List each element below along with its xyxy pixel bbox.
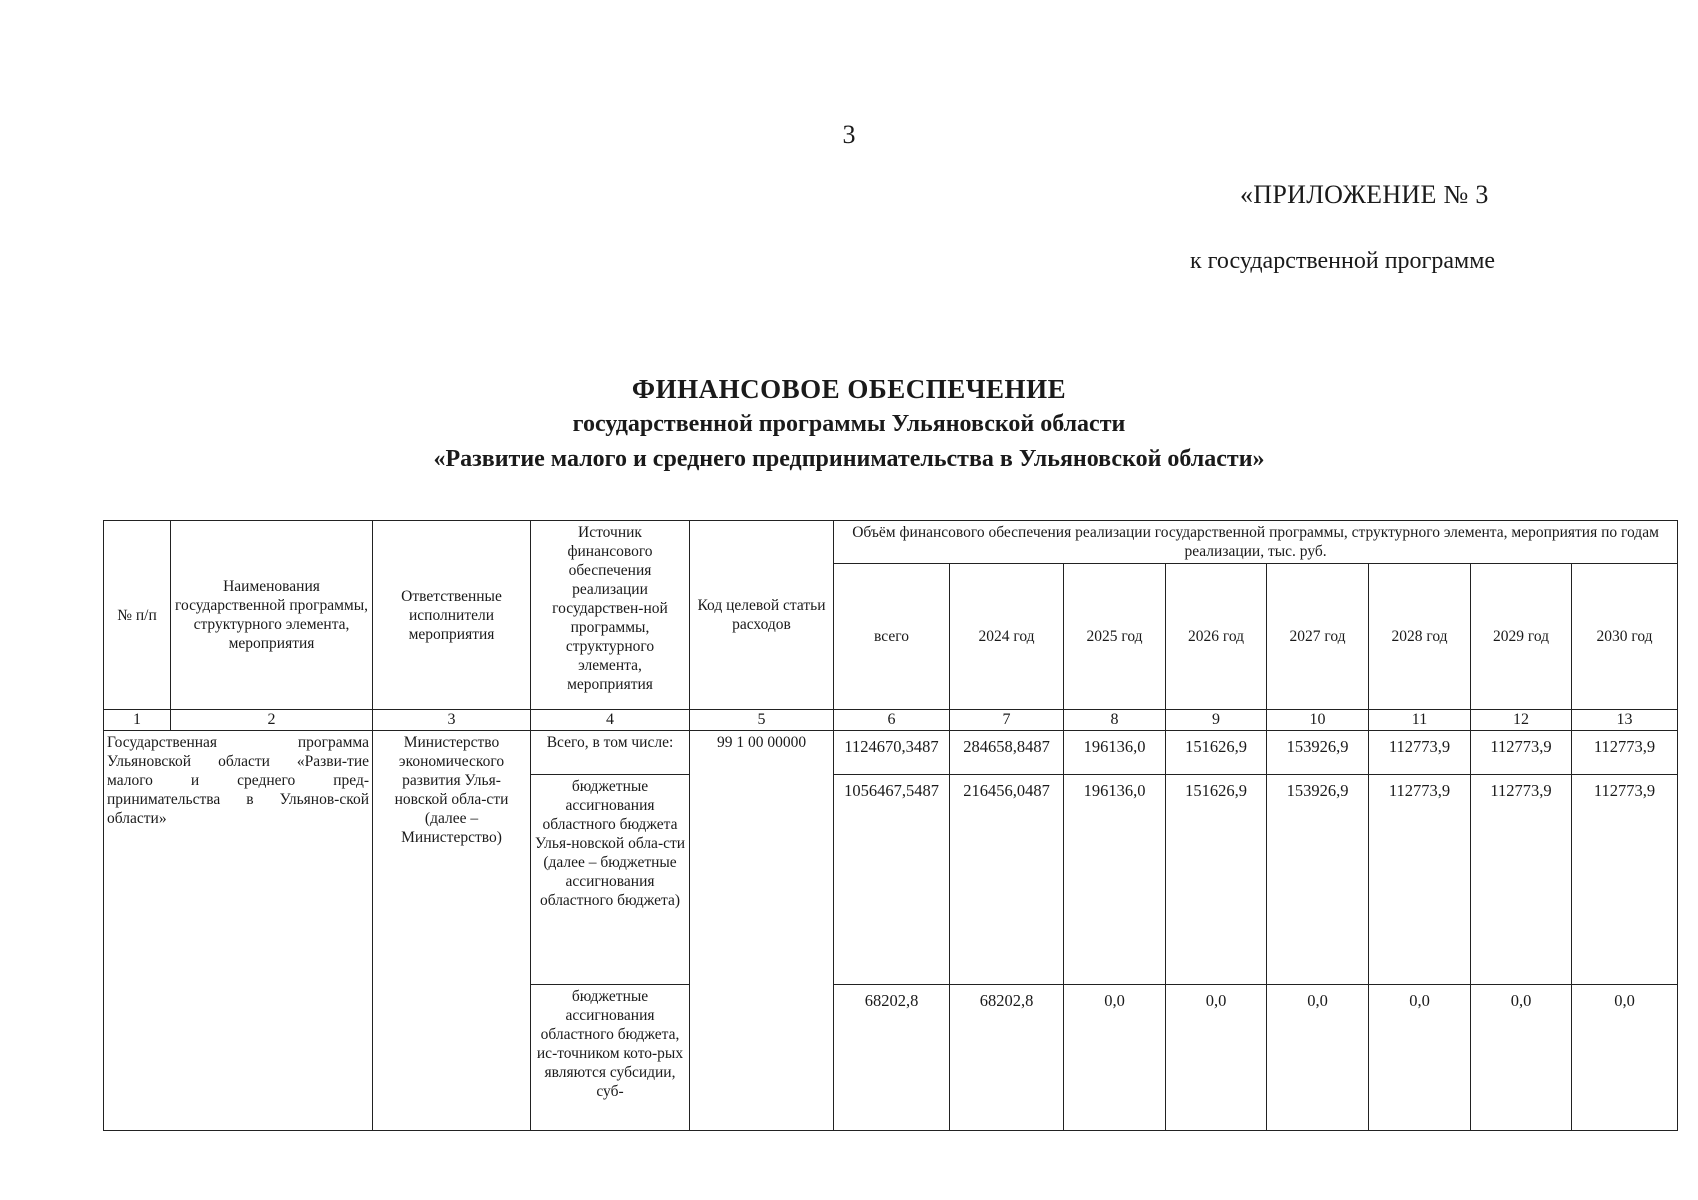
appendix-title: «ПРИЛОЖЕНИЕ № 3 xyxy=(1240,180,1489,209)
value-2030: 0,0 xyxy=(1572,985,1678,1131)
header-volume: Объём финансового обеспечения реализации государственной программы, структурного элемента, мероприятия по годам реализации, тыс. руб. xyxy=(834,521,1678,564)
value-2025: 196136,0 xyxy=(1064,731,1166,775)
value-total: 1124670,3487 xyxy=(834,731,950,775)
header-code: Код целевой статьи расходов xyxy=(690,521,834,710)
value-2027: 0,0 xyxy=(1267,985,1369,1131)
value-2025: 0,0 xyxy=(1064,985,1166,1131)
column-number: 3 xyxy=(373,710,531,731)
value-2028: 112773,9 xyxy=(1369,731,1471,775)
column-number: 5 xyxy=(690,710,834,731)
column-number: 7 xyxy=(950,710,1064,731)
column-number: 1 xyxy=(104,710,171,731)
program-code: 99 1 00 00000 xyxy=(690,731,834,1131)
value-2029: 0,0 xyxy=(1471,985,1572,1131)
column-number: 11 xyxy=(1369,710,1471,731)
appendix-subtitle: к государственной программе xyxy=(1190,248,1496,274)
value-2027: 153926,9 xyxy=(1267,731,1369,775)
document-title-line2: государственной программы Ульяновской области xyxy=(572,411,1126,437)
header-year-2029: 2029 год xyxy=(1471,564,1572,710)
value-2028: 112773,9 xyxy=(1369,775,1471,985)
column-number: 4 xyxy=(531,710,690,731)
column-number: 12 xyxy=(1471,710,1572,731)
header-year-2026: 2026 год xyxy=(1166,564,1267,710)
document-title-line3: «Развитие малого и среднего предпринимательства в Ульяновской области» xyxy=(433,446,1265,472)
document-title-line1: ФИНАНСОВОЕ ОБЕСПЕЧЕНИЕ xyxy=(631,374,1067,404)
header-year-2025: 2025 год xyxy=(1064,564,1166,710)
value-2028: 0,0 xyxy=(1369,985,1471,1131)
value-total: 68202,8 xyxy=(834,985,950,1131)
value-2024: 284658,8487 xyxy=(950,731,1064,775)
value-2026: 0,0 xyxy=(1166,985,1267,1131)
value-2026: 151626,9 xyxy=(1166,731,1267,775)
value-2029: 112773,9 xyxy=(1471,731,1572,775)
value-2025: 196136,0 xyxy=(1064,775,1166,985)
value-2027: 153926,9 xyxy=(1267,775,1369,985)
value-2026: 151626,9 xyxy=(1166,775,1267,985)
column-number: 6 xyxy=(834,710,950,731)
header-executors: Ответственные исполнители мероприятия xyxy=(373,521,531,710)
column-number: 8 xyxy=(1064,710,1166,731)
source-cell: бюджетные ассигнования областного бюджета, ис-точником кото-рых являются субсидии, суб- xyxy=(531,985,690,1131)
header-year-2030: 2030 год xyxy=(1572,564,1678,710)
header-source: Источник финансового обеспечения реализации государствен-ной программы, структурного элемента, мероприятия xyxy=(531,521,690,710)
value-2024: 216456,0487 xyxy=(950,775,1064,985)
header-year-2028: 2028 год xyxy=(1369,564,1471,710)
header-total: всего xyxy=(834,564,950,710)
column-number: 13 xyxy=(1572,710,1678,731)
value-2024: 68202,8 xyxy=(950,985,1064,1131)
page-number: 3 xyxy=(842,120,856,149)
document-title xyxy=(0,372,1698,477)
header-year-2027: 2027 год xyxy=(1267,564,1369,710)
program-name: Государственная программа Ульяновской области «Разви-тие малого и среднего пред-принимательства в Ульянов-ской области» xyxy=(104,731,373,1131)
value-2030: 112773,9 xyxy=(1572,775,1678,985)
header-year-2024: 2024 год xyxy=(950,564,1064,710)
header-name: Наименования государственной программы, структурного элемента, мероприятия xyxy=(171,521,373,710)
column-number: 10 xyxy=(1267,710,1369,731)
column-number: 9 xyxy=(1166,710,1267,731)
column-number: 2 xyxy=(171,710,373,731)
header-num: № п/п xyxy=(104,521,171,710)
financial-table xyxy=(103,520,1678,1131)
column-numbers-row xyxy=(104,710,1678,731)
source-cell: бюджетные ассигнования областного бюджета Улья-новской обла-сти (далее – бюджетные ассигнования областного бюджета) xyxy=(531,775,690,985)
program-executor: Министерство экономического развития Улья-новской обла-сти (далее – Министерство) xyxy=(373,731,531,1131)
value-2029: 112773,9 xyxy=(1471,775,1572,985)
value-total: 1056467,5487 xyxy=(834,775,950,985)
table-row xyxy=(104,731,1678,775)
value-2030: 112773,9 xyxy=(1572,731,1678,775)
source-cell: Всего, в том числе: xyxy=(531,731,690,775)
